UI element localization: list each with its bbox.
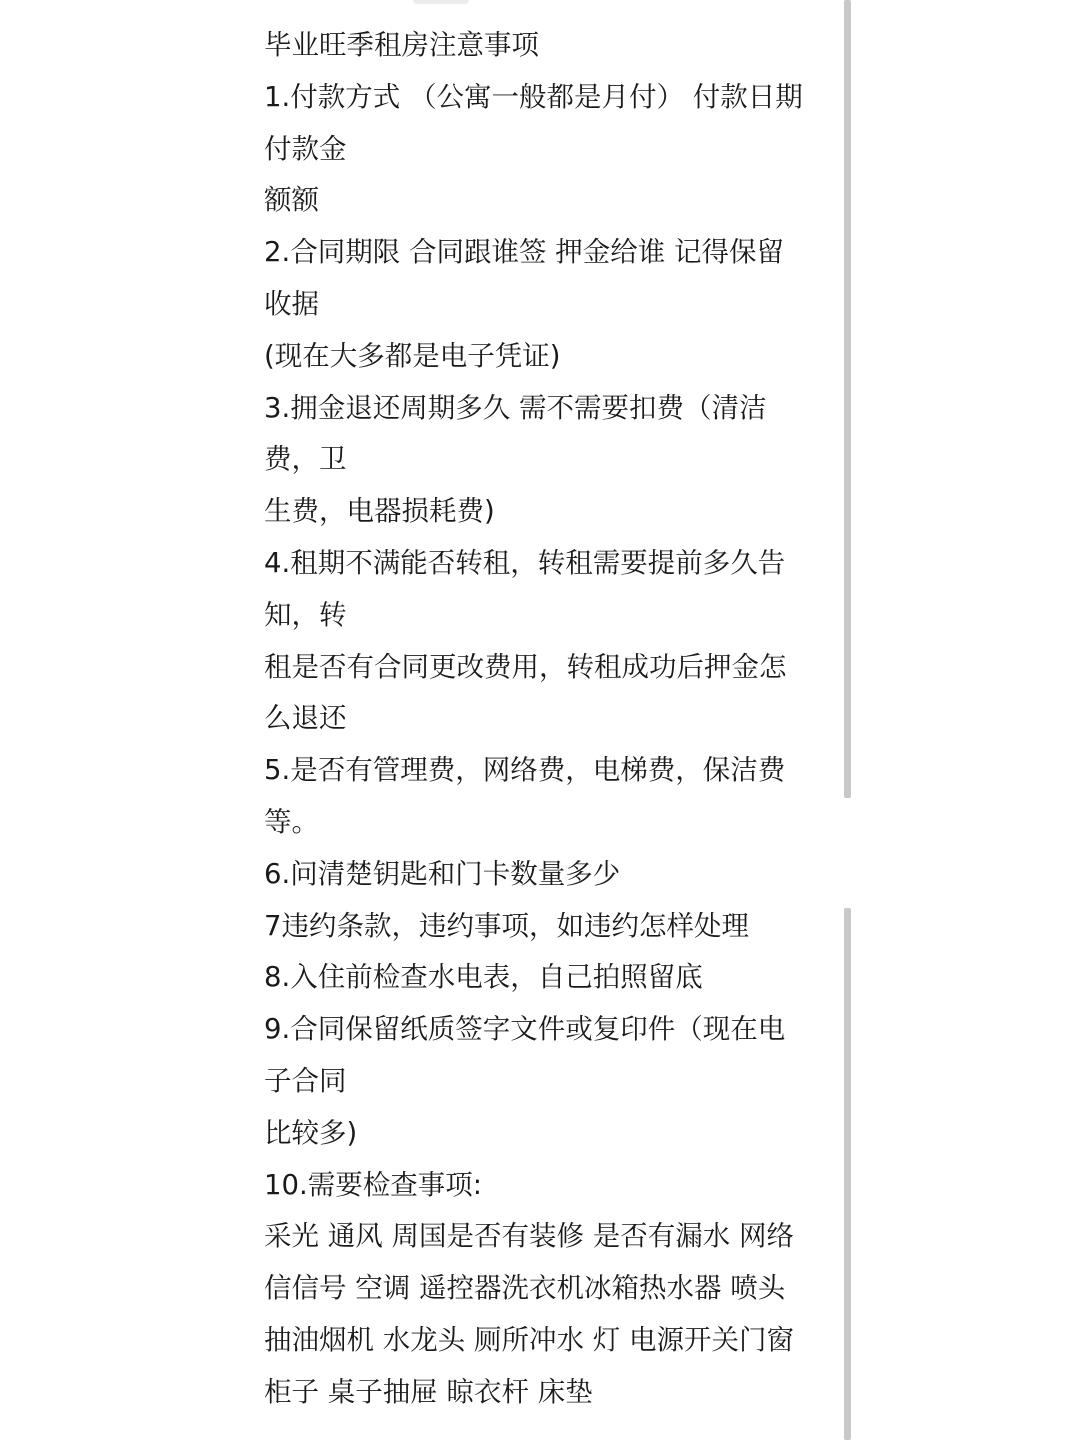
note-line: 比较多)	[264, 1116, 358, 1149]
note-line: 5.是否有管理费，网络费，电梯费，保洁费	[264, 754, 786, 787]
note-line: 抽油烟机 水龙头 厕所冲水 灯 电源开关门窗	[264, 1323, 794, 1356]
note-line: 信信号 空调 遥控器洗衣机冰箱热水器 喷头	[264, 1272, 786, 1305]
note-line: 7违约条款，违约事项，如违约怎样处理	[264, 909, 749, 942]
note-line: 9.合同保留纸质签字文件或复印件（现在电	[264, 1013, 786, 1046]
note-line: 子合同	[264, 1064, 347, 1097]
note-line: 额额	[264, 184, 319, 217]
note-line: 知，转	[264, 598, 347, 631]
note-line: 8.入住前检查水电表，自己拍照留底	[264, 961, 703, 994]
note-line: 付款金	[264, 132, 347, 165]
note-line: 10.需要检查事项:	[264, 1168, 482, 1201]
note-line: 3.拥金退还周期多久 需不需要扣费（清洁	[264, 391, 767, 424]
note-line: 生费，电器损耗费)	[264, 495, 495, 528]
note-line: 等。	[264, 805, 319, 838]
note-line: 1.付款方式 （公寓一般都是月付） 付款日期	[264, 80, 803, 113]
note-line: 6.问清楚钥匙和门卡数量多少	[264, 857, 621, 890]
note-line: 么退还	[264, 702, 347, 735]
note-line: 收据	[264, 287, 319, 320]
note-line: 租是否有合同更改费用，转租成功后押金怎	[264, 650, 787, 683]
scrollbar-track-upper[interactable]	[844, 0, 851, 798]
scrollbar-track-lower[interactable]	[844, 908, 851, 1440]
top-notch	[413, 0, 469, 4]
note-line: (现在大多都是电子凭证)	[264, 339, 561, 372]
note-line: 4.租期不满能否转租，转租需要提前多久告	[264, 546, 786, 579]
note-title: 毕业旺季租房注意事项	[264, 29, 539, 61]
note-line: 柜子 桌子抽屉 晾衣杆 床垫	[264, 1375, 593, 1408]
note-text	[264, 20, 824, 1419]
note-line: 2.合同期限 合同跟谁签 押金给谁 记得保留	[264, 236, 784, 269]
note-line: 采光 通风 周国是否有装修 是否有漏水 网络	[264, 1220, 794, 1253]
note-line: 费，卫	[264, 443, 347, 476]
